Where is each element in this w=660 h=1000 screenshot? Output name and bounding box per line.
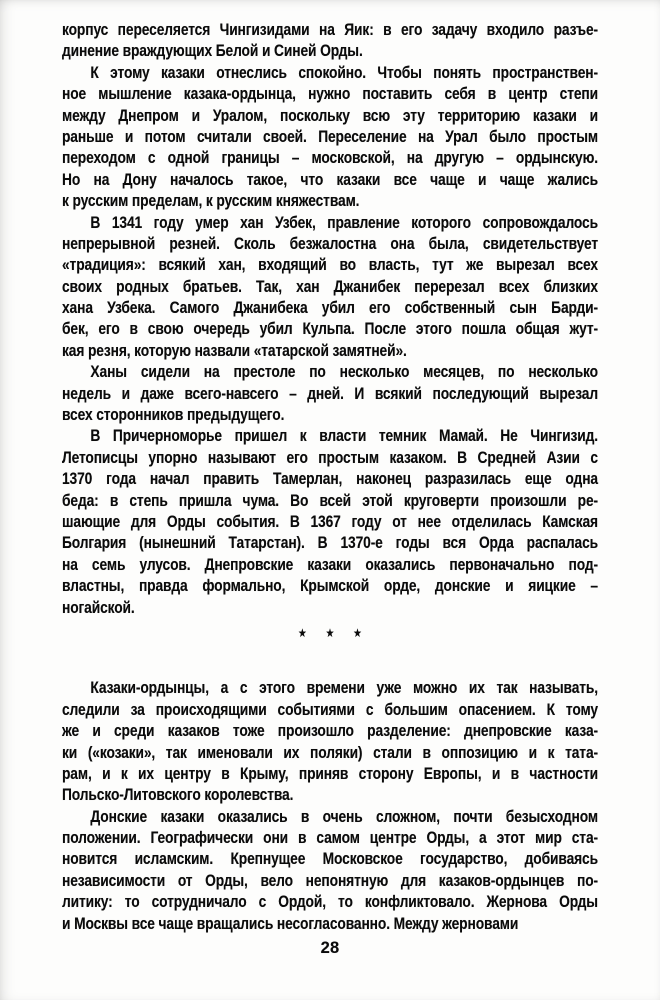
text-line: раньше и потом считали своей. Переселение на Урал было простым bbox=[62, 126, 598, 146]
text-line: динение враждующих Белой и Синей Орды. bbox=[62, 41, 363, 61]
paragraph bbox=[62, 212, 598, 362]
text-line: шающие для Орды события. В 1367 году от нее отделилась Камская bbox=[62, 511, 598, 531]
text-line: новится исламским. Крепнущее Московское государство, добиваясь bbox=[62, 849, 598, 869]
text-line: недель и даже всего-навсего – дней. И всякий последующий вырезал bbox=[62, 383, 598, 403]
text-line: В 1341 году умер хан Узбек, правление которого сопровождалось bbox=[90, 212, 598, 232]
text-line: хана Узбека. Самого Джанибека убил его собственный сын Барди- bbox=[62, 298, 598, 318]
paragraph bbox=[62, 19, 598, 62]
paragraph bbox=[62, 425, 598, 618]
text-line: переходом с одной границы – московской, на другую – ордынскую. bbox=[62, 148, 598, 168]
paragraph bbox=[62, 361, 598, 425]
text-line: Но на Дону началось такое, что казаки все чаще и чаще жались bbox=[62, 169, 598, 189]
text-line: Болгария (нынешний Татарстан). В 1370-е годы вся Орда распалась bbox=[62, 533, 598, 553]
paragraph bbox=[62, 677, 598, 805]
text-line: ки («козаки», так именовали их поляки) стали в оппозицию и к тата- bbox=[62, 742, 598, 762]
text-line: ное мышление казака-ордынца, нужно поставить себя в центр степи bbox=[62, 84, 598, 104]
text-line: литику: то сотрудничало с Ордой, то конфликтовало. Жернова Орды bbox=[62, 892, 598, 912]
text-line: к русским пределам, к русским княжествам. bbox=[62, 191, 360, 211]
text-line: «традиция»: всякий хан, входящий во власть, тут же вырезал всех bbox=[62, 255, 598, 275]
text-line: Летописцы упорно называют его простым казаком. В Средней Азии с bbox=[62, 447, 598, 467]
text-line: своих родных братьев. Так, хан Джанибек перерезал всех близких bbox=[62, 276, 598, 296]
text-line: 1370 года начал править Тамерлан, наконец разразилась еще одна bbox=[62, 469, 598, 489]
text-line: ногайской. bbox=[62, 597, 135, 617]
text-line: следили за происходящими событиями с большим опасением. К тому bbox=[62, 699, 598, 719]
text-line: Донские казаки оказались в очень сложном, почти безысходном bbox=[90, 806, 598, 826]
text-line: и Москвы все чаще вращались несогласованно. Между жерновами bbox=[62, 913, 519, 933]
text-line: Казаки-ордынцы, а с этого времени уже можно их так называть, bbox=[90, 678, 598, 698]
text-line: между Днепром и Уралом, поскольку всю эту территорию казаки и bbox=[62, 105, 598, 125]
text-line: В Причерноморье пришел к власти темник Мамай. Не Чингизид. bbox=[90, 426, 598, 446]
text-line: Польско-Литовского королевства. bbox=[62, 785, 294, 805]
text-line: положении. Географически они в самом центре Орды, а этот мир ста- bbox=[62, 828, 598, 848]
text-line: на семь улусов. Днепровские казаки оказались первоначально под- bbox=[62, 554, 598, 574]
text-line: независимости от Орды, вело непонятную для казаков-ордынцев по- bbox=[62, 870, 598, 890]
paragraph bbox=[62, 62, 598, 212]
page-number: 28 bbox=[320, 939, 340, 957]
text-column bbox=[62, 19, 598, 934]
text-line: беда: в степь пришла чума. Во всей этой круговерти произошли ре- bbox=[62, 490, 598, 510]
text-line: всех сторонников предыдущего. bbox=[62, 405, 285, 425]
text-line: непрерывной резней. Сколь безжалостна она была, свидетельствует bbox=[62, 233, 598, 253]
text-line: К этому казаки отнеслись спокойно. Чтобы понять пространствен- bbox=[90, 62, 598, 82]
text-line: кая резня, которую назвали «татарской замятней». bbox=[62, 340, 407, 360]
paragraph bbox=[62, 806, 598, 934]
text-line: властны, правда формально, Крымской орде, донские и яицкие – bbox=[62, 576, 598, 596]
text-line: Ханы сидели на престоле по несколько месяцев, по несколько bbox=[90, 362, 598, 382]
text-line: же и среди казаков тоже произошло разделение: днепровские каза- bbox=[62, 721, 598, 741]
text-line: рам, и к их центру в Крыму, приняв сторону Европы, и в частности bbox=[62, 763, 598, 783]
section-separator-stars: ★ ★ ★ bbox=[298, 625, 362, 640]
text-line: корпус переселяется Чингизидами на Яик: в его задачу входило разъе- bbox=[62, 20, 598, 39]
text-line: бек, его в свою очередь убил Кульпа. После этого пошла общая жут- bbox=[62, 319, 598, 339]
